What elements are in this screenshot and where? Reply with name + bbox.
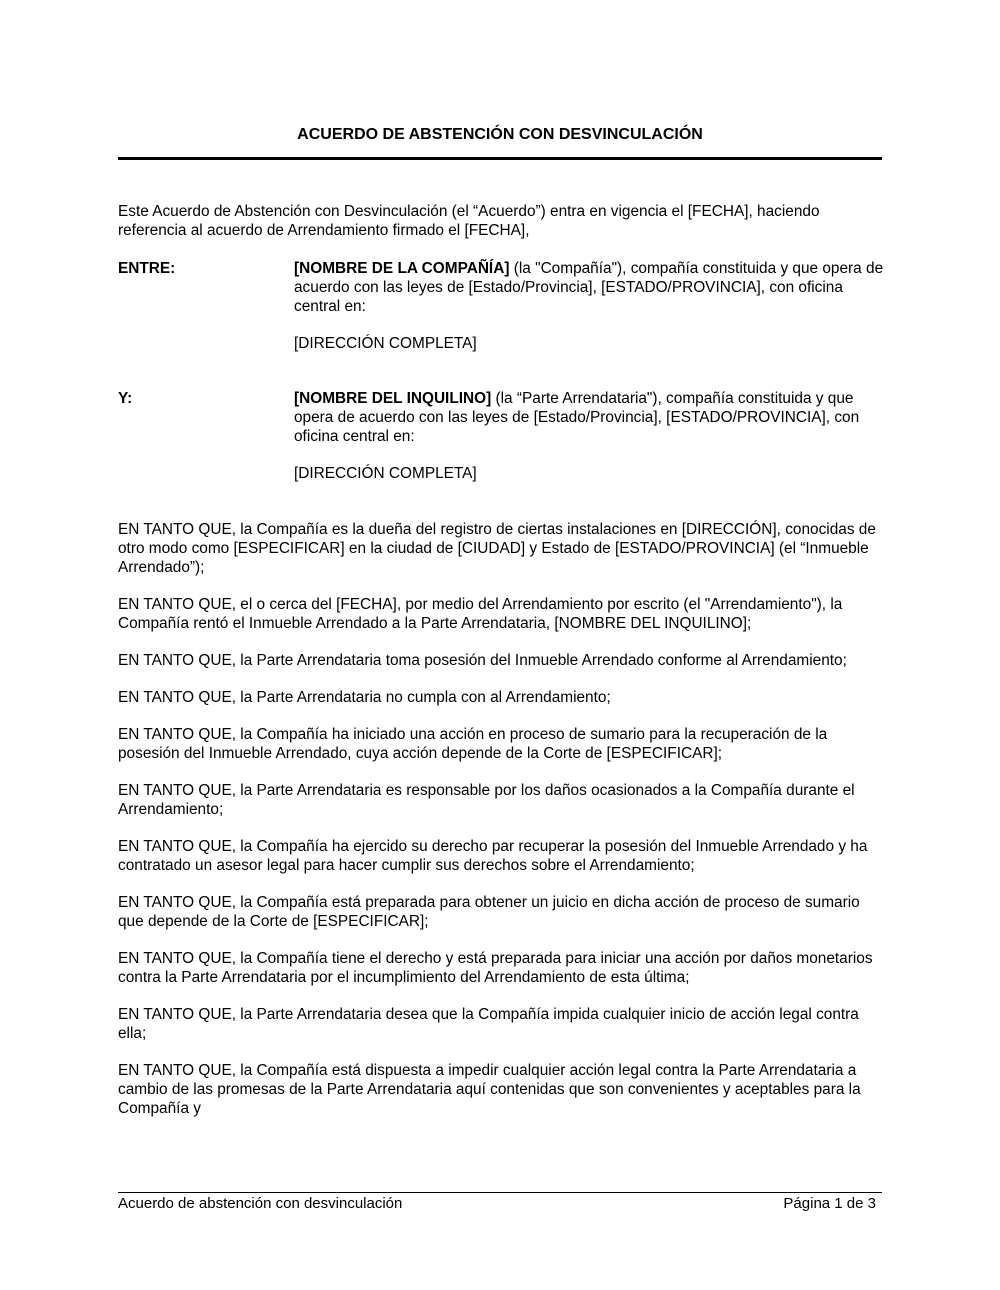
whereas-clause: EN TANTO QUE, la Compañía está preparada para obtener un juicio en dicha acción de proceso de sumario que depende de la Corte de [ESPECIFICAR]; [118,894,860,930]
whereas-clause: EN TANTO QUE, la Compañía está dispuesta a impedir cualquier acción legal contra la Parte Arrendataria a cambio de las promesas de la Parte Arrendataria aquí contenidas que son convenientes y aceptables para la Compañía y [118,1062,861,1117]
whereas-clause: EN TANTO QUE, el o cerca del [FECHA], por medio del Arrendamiento por escrito (el "Arrendamiento"), la Compañía rentó el Inmueble Arrendado a la Parte Arrendataria, [NOMBRE DEL INQUILINO]; [118,596,843,632]
whereas-clause: EN TANTO QUE, la Parte Arrendataria toma posesión del Inmueble Arrendado conforme al Arrendamiento; [118,652,847,669]
party-company-details [294,259,884,353]
party-company-text [294,259,884,316]
party-label-y: Y: [118,390,133,407]
intro-paragraph [118,202,888,258]
whereas-clause: EN TANTO QUE, la Compañía ha iniciado una acción en proceso de sumario para la recuperación de la posesión del Inmueble Arrendado, cuya acción depende de la Corte de [ESPECIFICAR]; [118,726,828,762]
company-address: [DIRECCIÓN COMPLETA] [294,335,477,352]
footer-page-number: Página 1 de 3 [783,1195,876,1212]
company-name: [NOMBRE DE LA COMPAÑÍA] [294,260,510,277]
tenant-name: [NOMBRE DEL INQUILINO] [294,390,492,407]
whereas-clause: EN TANTO QUE, la Compañía es la dueña del registro de ciertas instalaciones en [DIRECCIÓN], conocidas de otro modo como [ESPECIFICAR] en la ciudad de [CIUDAD] y Estado de [ESTADO/PROVINCIA] (el “Inmueble Arrendado”); [118,521,876,576]
company-description: (la "Compañía"), compañía constituida y que opera de acuerdo con las leyes de [Estado/Provincia], [ESTADO/PROVINCIA], con oficina central en: [294,260,884,315]
title-divider [118,157,882,160]
whereas-clause: EN TANTO QUE, la Compañía tiene el derecho y está preparada para iniciar una acción por daños monetarios contra la Parte Arrendataria por el incumplimiento del Arrendamiento de esta última; [118,950,873,986]
whereas-clause: EN TANTO QUE, la Compañía ha ejercido su derecho par recuperar la posesión del Inmueble Arrendado y ha contratado un asesor legal para hacer cumplir sus derechos sobre el Arrendamiento; [118,838,868,874]
intro-text: Este Acuerdo de Abstención con Desvinculación (el “Acuerdo”) entra en vigencia el [FECHA], haciendo referencia al acuerdo de Arrendamiento firmado el [FECHA], [118,203,820,239]
tenant-description: (la “Parte Arrendataria"), compañía constituida y que opera de acuerdo con las leyes de [Estado/Provincia], [ESTADO/PROVINCIA], con oficina central en: [294,390,860,445]
tenant-address: [DIRECCIÓN COMPLETA] [294,465,477,482]
footer-divider [118,1192,882,1193]
party-tenant-details [294,389,884,483]
document-title: ACUERDO DE ABSTENCIÓN CON DESVINCULACIÓN [297,126,703,143]
whereas-clauses [118,520,888,1136]
party-label-entre: ENTRE: [118,260,176,277]
footer-document-name: Acuerdo de abstención con desvinculación [118,1195,403,1212]
whereas-clause: EN TANTO QUE, la Parte Arrendataria no cumpla con al Arrendamiento; [118,689,611,706]
whereas-clause: EN TANTO QUE, la Parte Arrendataria desea que la Compañía impida cualquier inicio de acción legal contra ella; [118,1006,859,1042]
whereas-clause: EN TANTO QUE, la Parte Arrendataria es responsable por los daños ocasionados a la Compañía durante el Arrendamiento; [118,782,855,818]
party-tenant-text [294,389,884,446]
